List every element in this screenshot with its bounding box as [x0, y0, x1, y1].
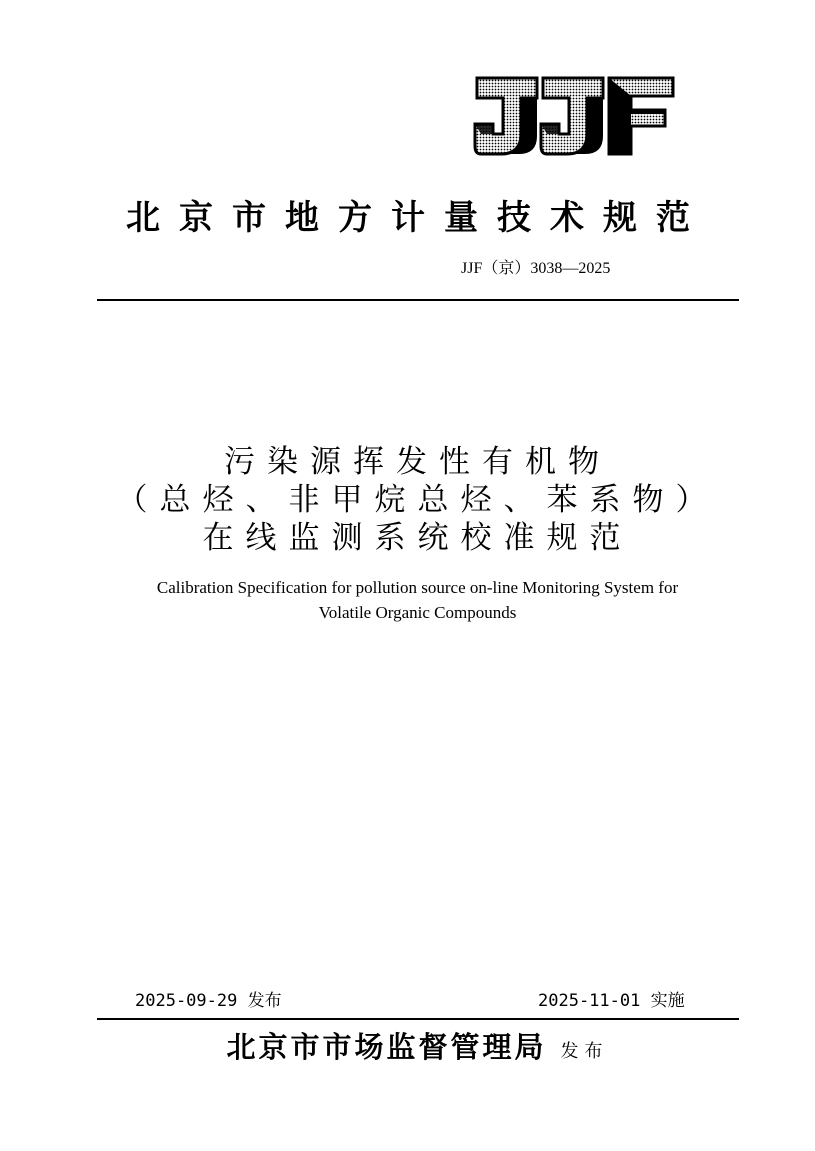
implementation-date: 2025-11-01 实施 — [538, 991, 685, 1011]
issuer-line — [0, 1025, 815, 1066]
issue-date: 2025-09-29 发布 — [135, 991, 282, 1011]
bottom-divider — [97, 1018, 739, 1020]
top-divider — [97, 299, 739, 301]
title-cn-line-2: （总烃、非甲烷总烃、苯系物） — [116, 482, 719, 518]
title-cn-line-3: 在线监测系统校准规范 — [202, 520, 633, 556]
issuer-suffix: 发布 — [560, 1041, 609, 1062]
standard-category: 北京市地方计量技术规范 — [126, 198, 709, 238]
jjf-logo — [473, 76, 675, 156]
logo-letter-j1 — [475, 78, 537, 154]
logo-letter-f — [609, 78, 673, 154]
title-en-line-1: Calibration Specification for pollution source on-line Monitoring System for — [156, 578, 679, 597]
title-en-line-2: Volatile Organic Compounds — [318, 603, 517, 622]
standard-number: JJF（京）3038—2025 — [461, 260, 611, 277]
logo-letter-j2 — [541, 78, 603, 154]
title-cn-line-1: 污染源挥发性有机物 — [224, 444, 611, 480]
issuer-name: 北京市市场监督管理局 — [226, 1030, 547, 1064]
